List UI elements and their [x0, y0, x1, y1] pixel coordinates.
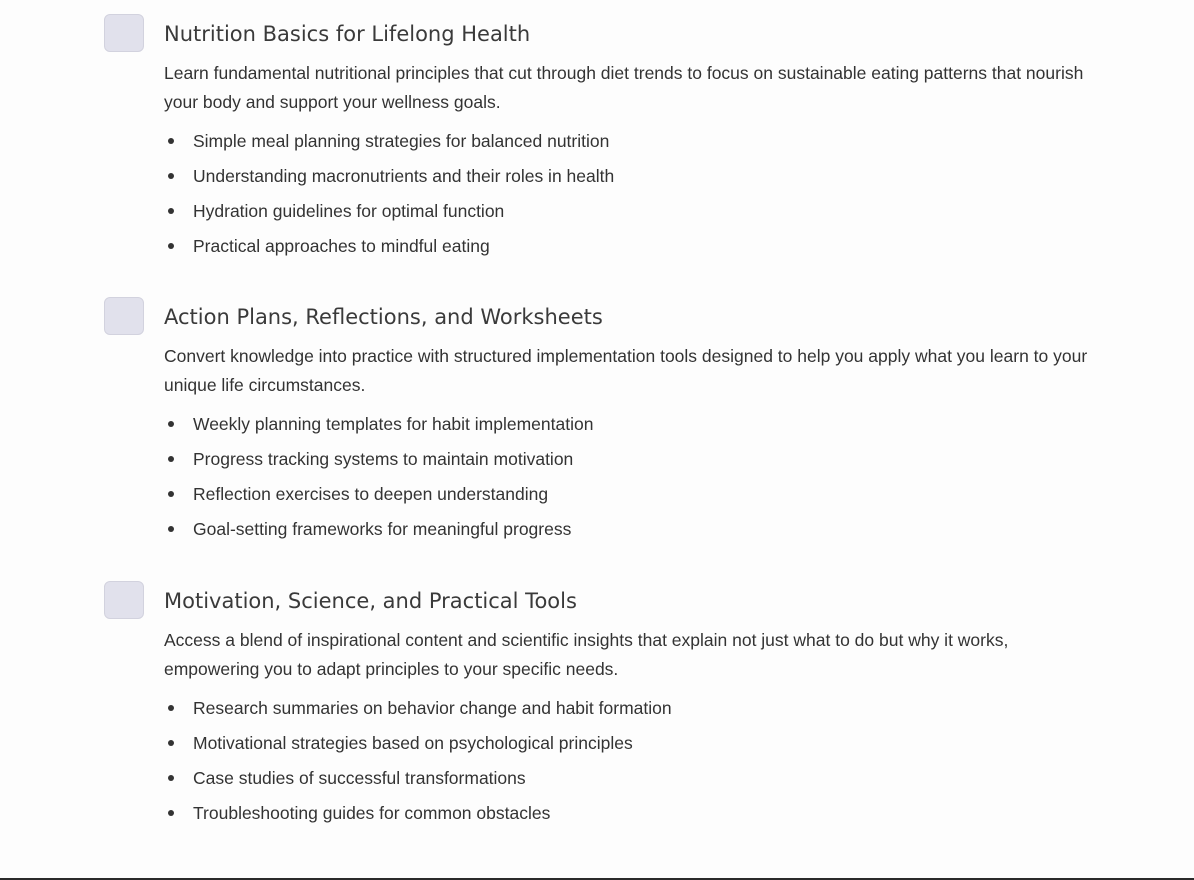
bullet-dot-icon	[168, 456, 174, 462]
section-title: Motivation, Science, and Practical Tools	[164, 589, 577, 613]
list-item	[164, 763, 672, 798]
bullet-dot-icon	[168, 740, 174, 746]
list-item	[164, 409, 593, 444]
bullet-dot-icon	[168, 775, 174, 781]
list-item-text: Progress tracking systems to maintain motivation	[193, 449, 574, 469]
bullet-dot-icon	[168, 491, 174, 497]
section-description: Access a blend of inspirational content and scientific insights that explain not just what to do but why it works, empowering you to adapt principles to your specific needs.	[164, 630, 1009, 679]
bullet-dot-icon	[168, 243, 174, 249]
bullet-dot-icon	[168, 810, 174, 816]
section-title: Action Plans, Reflections, and Worksheets	[164, 305, 603, 329]
placeholder-box-icon	[104, 14, 144, 52]
bullet-dot-icon	[168, 138, 174, 144]
list-item	[164, 161, 614, 196]
list-item	[164, 479, 593, 514]
bullet-dot-icon	[168, 526, 174, 532]
list-item	[164, 444, 593, 479]
placeholder-box-icon	[104, 581, 144, 619]
list-item-text: Simple meal planning strategies for balanced nutrition	[193, 131, 610, 151]
list-item	[164, 798, 672, 833]
list-item	[164, 514, 593, 549]
list-item-text: Practical approaches to mindful eating	[193, 236, 490, 256]
list-item	[164, 693, 672, 728]
list-item-text: Hydration guidelines for optimal function	[193, 201, 505, 221]
bullet-list	[164, 693, 672, 833]
placeholder-box-icon	[104, 297, 144, 335]
list-item-text: Weekly planning templates for habit implementation	[193, 414, 594, 434]
bullet-dot-icon	[168, 705, 174, 711]
list-item	[164, 728, 672, 763]
list-item	[164, 196, 614, 231]
section-title: Nutrition Basics for Lifelong Health	[164, 22, 531, 46]
bullet-dot-icon	[168, 421, 174, 427]
list-item	[164, 126, 614, 161]
list-item-text: Case studies of successful transformations	[193, 768, 526, 788]
list-item	[164, 231, 614, 266]
bullet-dot-icon	[168, 208, 174, 214]
section-description: Convert knowledge into practice with structured implementation tools designed to help you apply what you learn to your unique life circumstances.	[164, 346, 1088, 395]
list-item-text: Goal-setting frameworks for meaningful progress	[193, 519, 572, 539]
bullet-dot-icon	[168, 173, 174, 179]
section-description: Learn fundamental nutritional principles that cut through diet trends to focus on sustainable eating patterns that nourish your body and support your wellness goals.	[164, 63, 1084, 112]
list-item-text: Research summaries on behavior change and habit formation	[193, 698, 672, 718]
list-item-text: Understanding macronutrients and their roles in health	[193, 166, 615, 186]
list-item-text: Motivational strategies based on psychological principles	[193, 733, 633, 753]
list-item-text: Reflection exercises to deepen understanding	[193, 484, 549, 504]
list-item-text: Troubleshooting guides for common obstacles	[193, 803, 551, 823]
bullet-list	[164, 409, 593, 549]
bullet-list	[164, 126, 614, 266]
